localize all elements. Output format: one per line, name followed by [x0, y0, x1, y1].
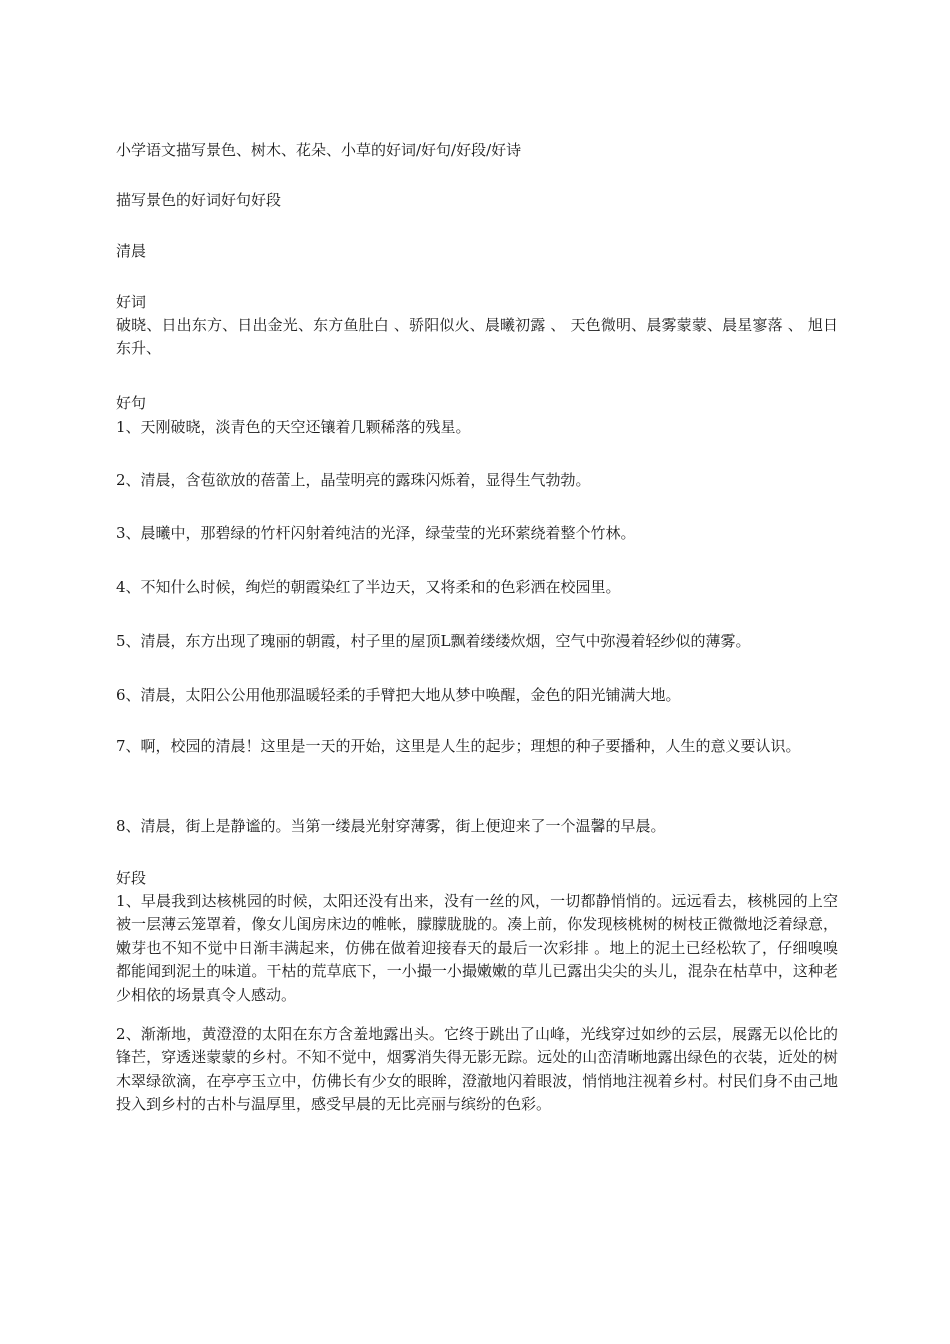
sentence-item: 1、天刚破晓，淡青色的天空还镶着几颗稀落的残星。 — [116, 418, 471, 436]
paragraph-item: 1、早晨我到达核桃园的时候，太阳还没有出来，没有一丝的风，一切都静悄悄的。远远看去，核桃园的上空被一层薄云笼罩着，像女儿闺房床边的帷帐，朦朦胧胧的。凑上前，你发现核桃树的树枝正微微地泛着绿意，嫩芽也不知不觉中日渐丰满起来，仿佛在做着迎接春天的最后一次彩排 。地上的泥土已经松软了，仔细嗅嗅都能闻到泥土的味道。干枯的荒草底下，一小撮一小撮嫩嫩的草儿已露出尖尖的头儿，混杂在枯草中，这种老少相依的场景真令人感动。 — [116, 892, 838, 1004]
sentence-item: 6、清晨，太阳公公用他那温暖轻柔的手臂把大地从梦中唤醒，金色的阳光铺满大地。 — [116, 686, 681, 704]
words-heading: 好词 — [116, 293, 147, 311]
subsection-title: 清晨 — [116, 242, 147, 260]
document-title: 小学语文描写景色、树木、花朵、小草的好词/好句/好段/好诗 — [116, 141, 522, 159]
sentence-item: 4、不知什么时候，绚烂的朝霞染红了半边天，又将柔和的色彩洒在校园里。 — [116, 578, 621, 596]
words-list: 破晓、日出东方、日出金光、东方鱼肚白 、骄阳似火、晨曦初露 、 天色微明、晨雾蒙蒙、晨星寥落 、 旭日东升、 — [116, 316, 838, 358]
sentence-item: 2、清晨，含苞欲放的蓓蕾上，晶莹明亮的露珠闪烁着，显得生气勃勃。 — [116, 471, 591, 489]
sentence-item: 5、清晨，东方出现了瑰丽的朝霞，村子里的屋顶L飘着缕缕炊烟，空气中弥漫着轻纱似的薄雾。 — [116, 632, 751, 650]
sentence-item: 3、晨曦中，那碧绿的竹杆闪射着纯洁的光泽，绿莹莹的光环萦绕着整个竹林。 — [116, 524, 636, 542]
section-title: 描写景色的好词好句好段 — [116, 191, 282, 209]
paragraph-item: 2、渐渐地，黄澄澄的太阳在东方含羞地露出头。它终于跳出了山峰，光线穿过如纱的云层，展露无以伦比的锋芒，穿透迷蒙蒙的乡村。不知不觉中，烟雾消失得无影无踪。远处的山峦清晰地露出绿色的衣装，近处的树木翠绿欲滴，在亭亭玉立中，仿佛长有少女的眼眸，澄澈地闪着眼波，悄悄地注视着乡村。村民们身不由己地投入到乡村的古朴与温厚里，感受早晨的无比亮丽与缤纷的色彩。 — [116, 1025, 838, 1114]
sentence-item: 7、啊，校园的清晨！这里是一天的开始，这里是人生的起步；理想的种子要播种，人生的意义要认识。 — [116, 737, 801, 755]
paragraphs-heading: 好段 — [116, 869, 147, 887]
sentence-item: 8、清晨，街上是静谧的。当第一缕晨光射穿薄雾，街上便迎来了一个温馨的早晨。 — [116, 817, 666, 835]
sentences-heading: 好句 — [116, 394, 147, 412]
